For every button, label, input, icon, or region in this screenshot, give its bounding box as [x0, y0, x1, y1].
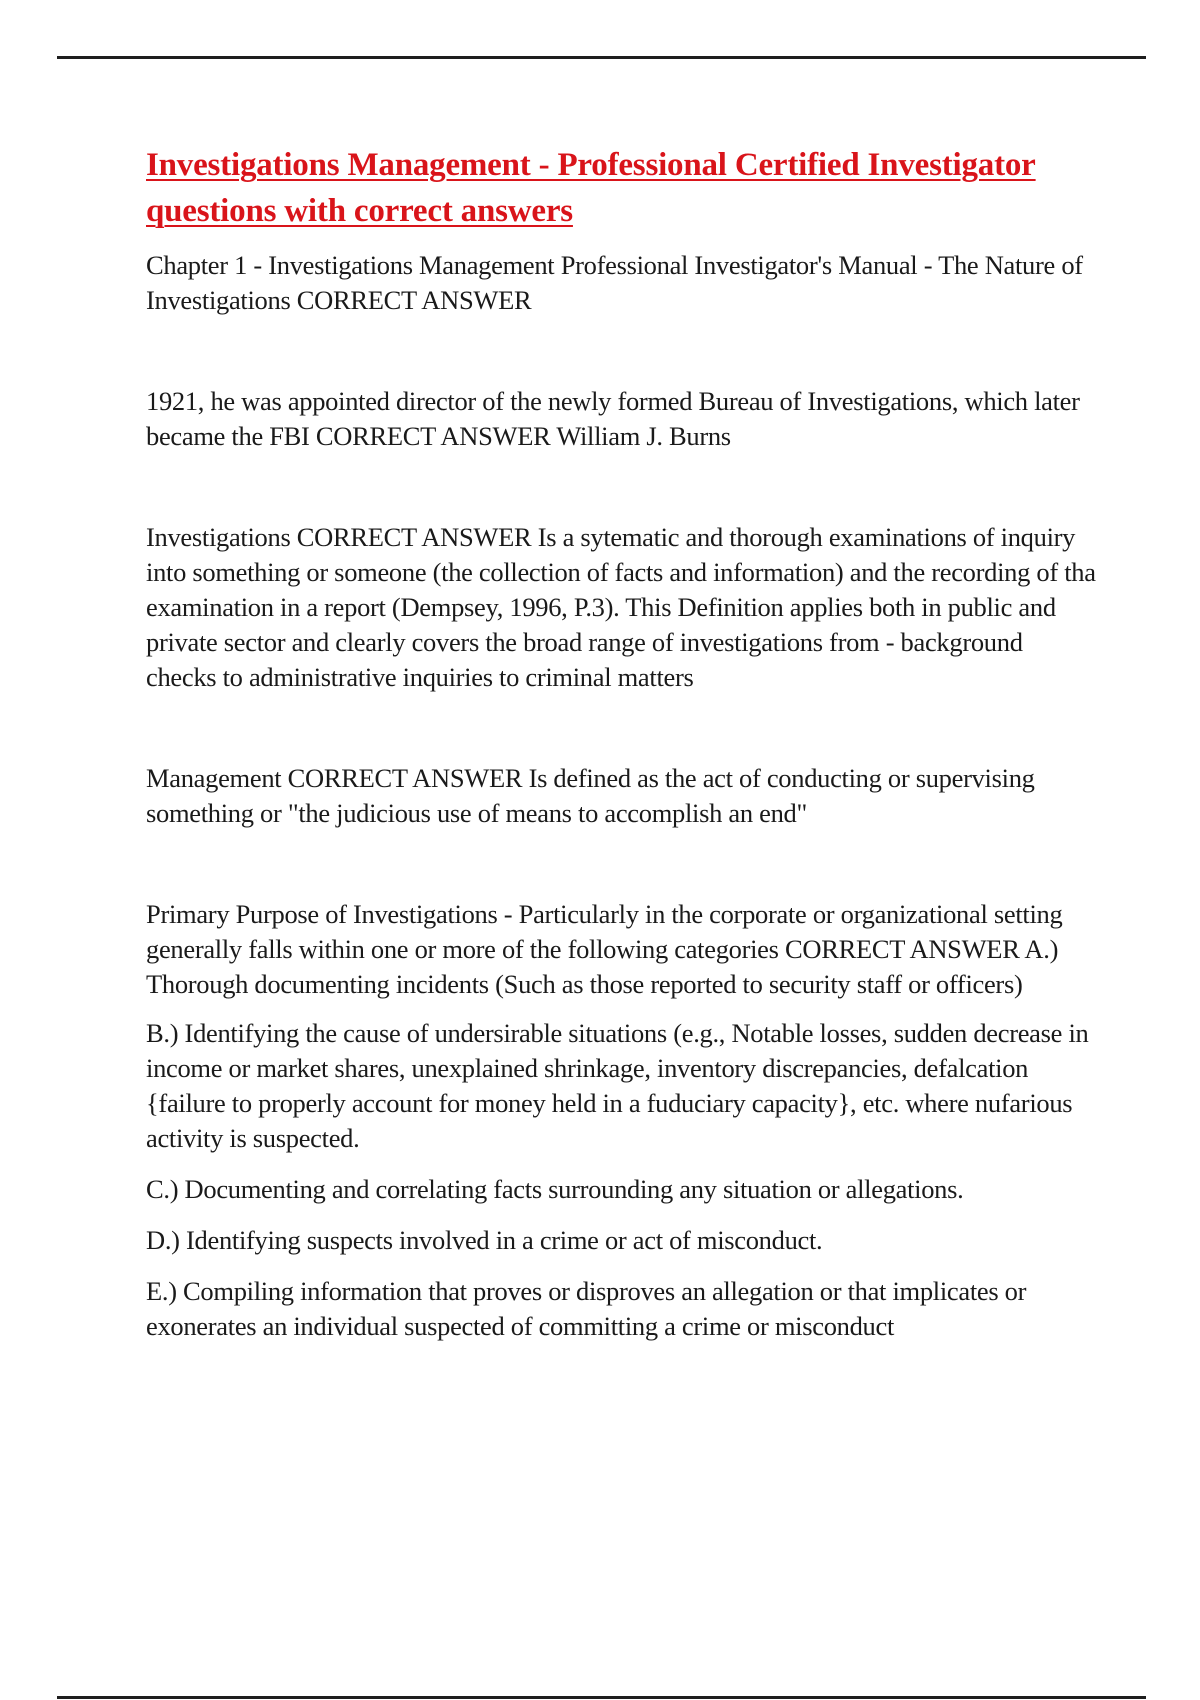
paragraph-answer-item-d: D.) Identifying suspects involved in a crime or act of misconduct. [146, 1225, 823, 1255]
paragraph-chapter-heading: Chapter 1 - Investigations Management Professional Investigator's Manual - The Nature of Investigations CORRECT ANSWER [146, 250, 1083, 315]
bottom-horizontal-rule [57, 1696, 1146, 1699]
paragraph-question-1921: 1921, he was appointed director of the newly formed Bureau of Investigations, which later became the FBI CORRECT ANSWER William J. Burns [146, 386, 1080, 451]
top-horizontal-rule [57, 56, 1146, 59]
paragraph-answer-item-b: B.) Identifying the cause of undersirable situations (e.g., Notable losses, sudden decrease in income or market shares, unexplained shrinkage, inventory discrepancies, defalcation {failure to properly account for money held in a fuduciary capacity}, etc. where nufarious activity is suspected. [146, 1018, 1089, 1153]
paragraph-question-management: Management CORRECT ANSWER Is defined as the act of conducting or supervising something or "the judicious use of means to accomplish an end" [146, 763, 1035, 828]
paragraph-answer-item-c: C.) Documenting and correlating facts surrounding any situation or allegations. [146, 1174, 964, 1204]
paragraph-question-primary-purpose: Primary Purpose of Investigations - Particularly in the corporate or organizational setting generally falls within one or more of the following categories CORRECT ANSWER A.) Thorough documenting incidents (Such as those reported to security staff or officers) [146, 899, 1063, 999]
document-body [146, 142, 1096, 1344]
document-title: Investigations Management - Professional Certified Investigator questions with correct answers [146, 147, 1036, 229]
paragraph-question-investigations: Investigations CORRECT ANSWER Is a sytematic and thorough examinations of inquiry into something or someone (the collection of facts and information) and the recording of tha examination in a report (Dempsey, 1996, P.3). This Definition applies both in public and private sector and clearly covers the broad range of investigations from - background checks to administrative inquiries to criminal matters [146, 522, 1096, 692]
paragraph-answer-item-e: E.) Compiling information that proves or disproves an allegation or that implicates or exonerates an individual suspected of committing a crime or misconduct [146, 1276, 1027, 1341]
